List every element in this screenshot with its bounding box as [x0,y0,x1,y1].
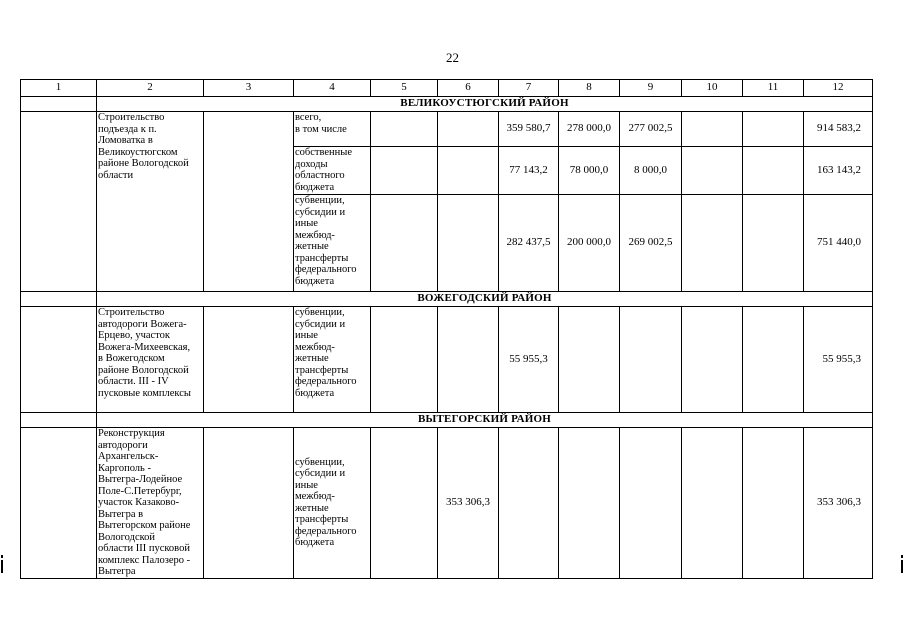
cell-value: 200 000,0 [559,195,620,292]
cell-value [620,428,682,579]
column-header: 9 [620,80,682,97]
column-header: 6 [438,80,499,97]
cell-value: 359 580,7 [499,112,559,147]
table-row [21,307,873,413]
column-header: 5 [371,80,438,97]
region-header-row [21,97,873,112]
cell-value: 278 000,0 [559,112,620,147]
cell-value [438,147,499,195]
cell-value [438,195,499,292]
cell-value: 55 955,3 [499,307,559,413]
table-row [21,112,873,147]
column-header-row [21,80,873,97]
binding-mark-left [1,555,3,573]
funding-source: субвенции, субсидии и иные межбюд- жетные трансферты федерального бюджета [294,428,371,579]
funding-source: субвенции, субсидии и иные межбюд- жетные трансферты федерального бюджета [294,307,371,413]
cell-value: 282 437,5 [499,195,559,292]
column-header: 1 [21,80,97,97]
object-name: Реконструкция автодороги Архангельск- Каргополь - Вытегра-Лодейное Поле-С.Петербург, участок Казаково- Вытегра в Вытегорском районе Вологодской области III пусковой комплекс Палозеро - Вытегра [97,428,204,579]
cell-total: 163 143,2 [804,147,873,195]
column-header: 10 [682,80,743,97]
budget-table [20,79,873,579]
cell-value: 77 143,2 [499,147,559,195]
cell-value [620,307,682,413]
column-header: 8 [559,80,620,97]
column-header: 4 [294,80,371,97]
cell-value: 78 000,0 [559,147,620,195]
cell-value: 269 002,5 [620,195,682,292]
cell-total: 55 955,3 [804,307,873,413]
column-header: 7 [499,80,559,97]
column-header: 2 [97,80,204,97]
cell-value: 353 306,3 [438,428,499,579]
cell-total: 751 440,0 [804,195,873,292]
funding-source: субвенции, субсидии и иные межбюд- жетные трансферты федерального бюджета [294,195,371,292]
region-header-row [21,292,873,307]
funding-source: собственные доходы областного бюджета [294,147,371,195]
cell-value [438,112,499,147]
page-number: 22 [446,50,459,65]
cell-value: 277 002,5 [620,112,682,147]
region-header-row [21,413,873,428]
column-header: 3 [204,80,294,97]
table-row [21,428,873,579]
funding-source: всего, в том числе [294,112,371,147]
binding-mark-right [901,555,903,573]
region-title: ВОЖЕГОДСКИЙ РАЙОН [97,292,873,307]
object-name: Строительство автодороги Вожега- Ерцево, участок Вожега-Михеевская, в Вожегодском районе Вологодской области. III - IV пусковые комплексы [97,307,204,413]
column-header: 12 [804,80,873,97]
region-title: ВЕЛИКОУСТЮГСКИЙ РАЙОН [97,97,873,112]
cell-total: 914 583,2 [804,112,873,147]
cell-value: 8 000,0 [620,147,682,195]
cell-value [438,307,499,413]
cell-value [559,307,620,413]
cell-total: 353 306,3 [804,428,873,579]
region-title: ВЫТЕГОРСКИЙ РАЙОН [97,413,873,428]
cell-value [499,428,559,579]
object-name: Строительство подъезда к п. Ломоватка в Великоустюгском районе Вологодской области [97,112,204,292]
column-header: 11 [743,80,804,97]
cell-value [559,428,620,579]
